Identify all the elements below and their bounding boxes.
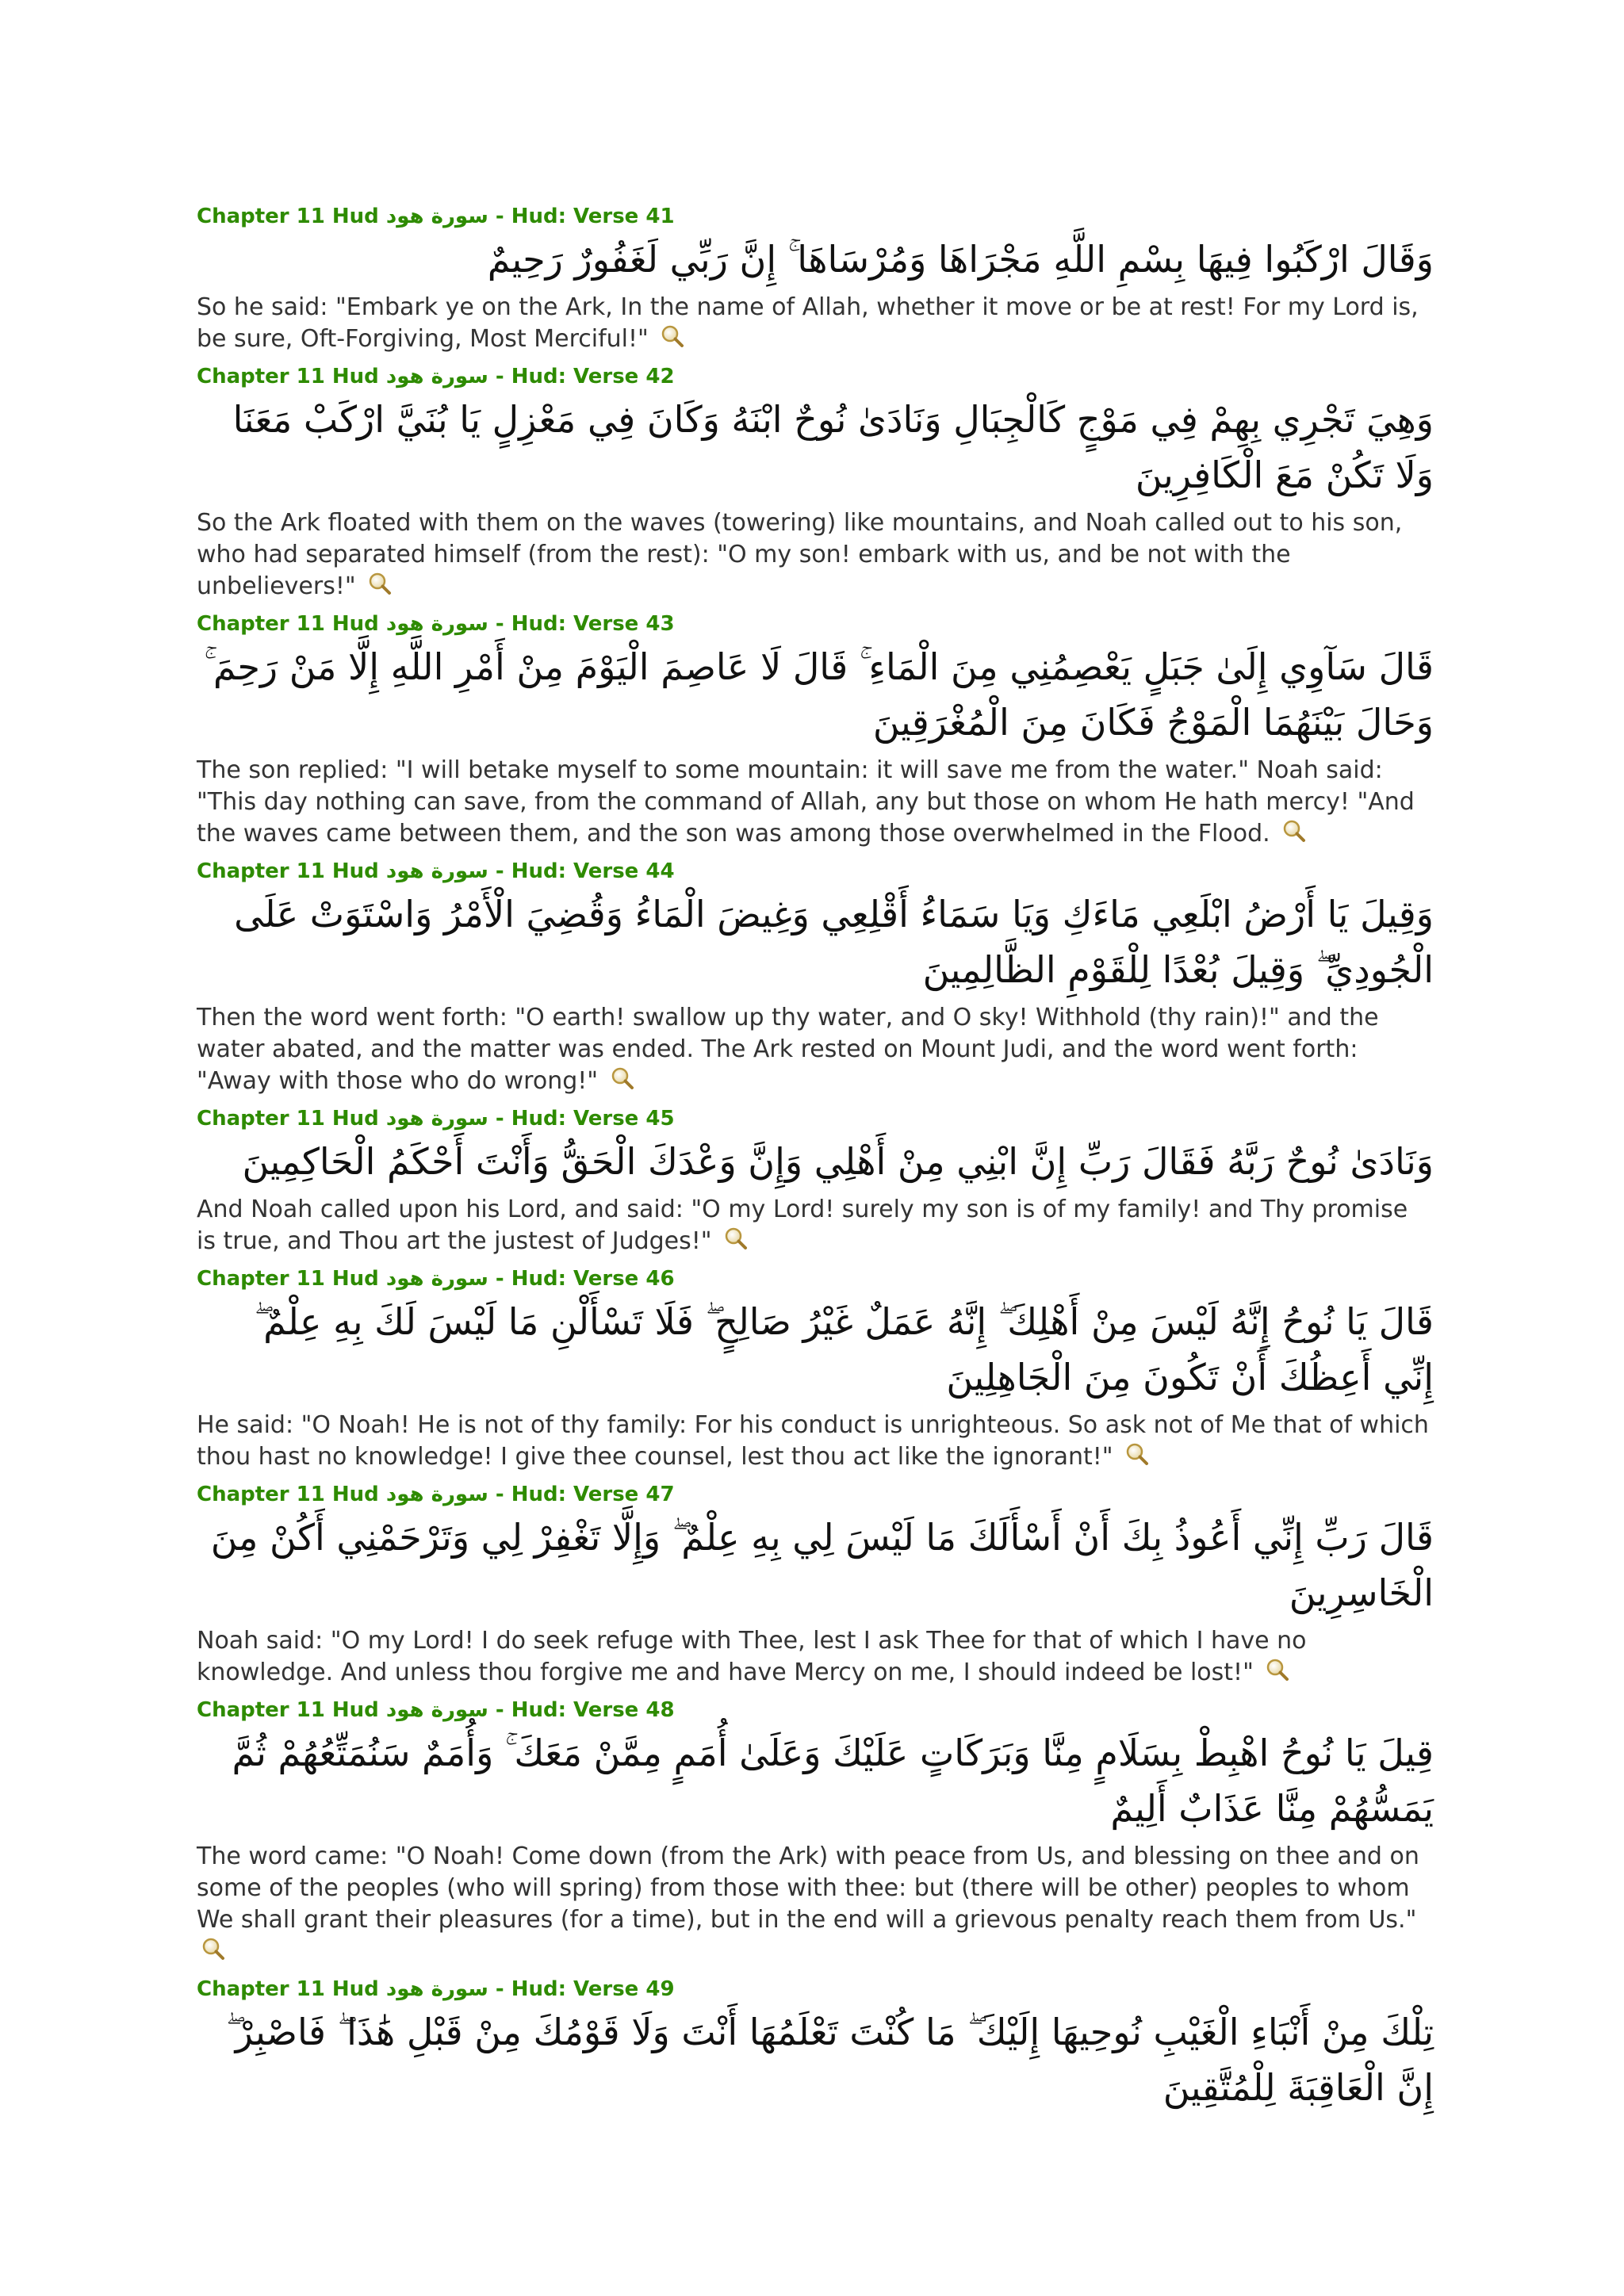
surah-arabic-name: سورة هود [385, 1483, 488, 1506]
verse-header[interactable] [197, 1481, 1434, 1508]
arabic-verse-text: وَقَالَ ارْكَبُوا فِيهَا بِسْمِ اللَّهِ مَجْرَاهَا وَمُرْسَاهَا ۚ إِنَّ رَبِّي لَغَفُورٌ رَحِيمٌ [487, 238, 1434, 281]
verse-header[interactable] [197, 203, 1434, 230]
magnifier-icon[interactable] [1266, 1658, 1289, 1682]
translation-text: And Noah called upon his Lord, and said: "O my Lord! surely my son is of my family! and Thy promise is true, and Thou art the justest of Judges!" [197, 1196, 1408, 1255]
english-translation [197, 507, 1434, 603]
magnifier-icon[interactable] [1282, 819, 1306, 843]
translation-text: So the Ark floated with them on the waves (towering) like mountains, and Noah called out to his son, who had separated himself (from the rest): "O my son! embark with us, and be not with the unbelievers!" [197, 509, 1403, 600]
surah-arabic-name: سورة هود [385, 1698, 488, 1722]
translation-text: The word came: "O Noah! Come down (from the Ark) with peace from Us, and blessing on thee and on some of the peoples (who will spring) from those with thee: but (there will be other) peoples to whom We shall grant their pleasures (for a time), but in the end will a grievous penalty reach them from Us." [197, 1843, 1419, 1934]
verse-block [197, 1265, 1434, 1473]
surah-arabic-name: سورة هود [385, 1267, 488, 1291]
verse-block [197, 1481, 1434, 1689]
verse-block [197, 1697, 1434, 1968]
verse-number-label: - Hud: Verse 44 [495, 859, 675, 883]
verse-header[interactable] [197, 1697, 1434, 1724]
arabic-verse-text: وَقِيلَ يَا أَرْضُ ابْلَعِي مَاءَكِ وَيَا سَمَاءُ أَقْلِعِي وَغِيضَ الْمَاءُ وَقُضِيَ الْأَمْرُ وَاسْتَوَتْ عَلَى الْجُودِيِّ ۖ وَقِيلَ بُعْدًا لِلْقَوْمِ الظَّالِمِينَ [234, 893, 1434, 991]
arabic-verse-text: وَهِيَ تَجْرِي بِهِمْ فِي مَوْجٍ كَالْجِبَالِ وَنَادَىٰ نُوحٌ ابْنَهُ وَكَانَ فِي مَعْزِلٍ يَا بُنَيَّ ارْكَبْ مَعَنَا وَلَا تَكُنْ مَعَ الْكَافِرِينَ [232, 398, 1434, 496]
verses-page [197, 203, 1434, 2120]
surah-arabic-name: سورة هود [385, 1107, 488, 1131]
translation-text: So he said: "Embark ye on the Ark, In the name of Allah, whether it move or be at rest! For my Lord is, be sure, Oft-Forgiving, Most Merciful!" [197, 293, 1419, 353]
magnifier-icon[interactable] [201, 1937, 225, 1961]
verse-block [197, 1105, 1434, 1257]
verse-number-label: - Hud: Verse 46 [495, 1267, 675, 1291]
surah-arabic-name: سورة هود [385, 365, 488, 388]
chapter-label: Chapter 11 Hud [197, 612, 379, 636]
surah-arabic-name: سورة هود [385, 612, 488, 636]
translation-text: Then the word went forth: "O earth! swallow up thy water, and O sky! Withhold (thy rain)!" and the water abated, and the matter was ended. The Ark rested on Mount Judi, and the word went forth: "Away with those who do wrong!" [197, 1004, 1379, 1095]
verse-header[interactable] [197, 610, 1434, 637]
surah-arabic-name: سورة هود [385, 1977, 488, 2001]
verse-number-label: - Hud: Verse 47 [495, 1483, 675, 1506]
translation-text: Noah said: "O my Lord! I do seek refuge with Thee, lest I ask Thee for that of which I have no knowledge. And unless thou forgive me and have Mercy on me, I should indeed be lost!" [197, 1627, 1307, 1686]
arabic-verse-text: قِيلَ يَا نُوحُ اهْبِطْ بِسَلَامٍ مِنَّا وَبَرَكَاتٍ عَلَيْكَ وَعَلَىٰ أُمَمٍ مِمَّنْ مَعَكَ ۚ وَأُمَمٌ سَنُمَتِّعُهُمْ ثُمَّ يَمَسُّهُمْ مِنَّا عَذَابٌ أَلِيمٌ [232, 1732, 1434, 1830]
verse-header[interactable] [197, 1105, 1434, 1132]
verse-block [197, 203, 1434, 355]
chapter-label: Chapter 11 Hud [197, 1107, 379, 1131]
verse-number-label: - Hud: Verse 41 [495, 205, 675, 228]
english-translation [197, 1194, 1434, 1257]
chapter-label: Chapter 11 Hud [197, 859, 379, 883]
magnifier-icon[interactable] [1125, 1442, 1149, 1466]
english-translation [197, 755, 1434, 850]
arabic-verse-text: قَالَ سَآوِي إِلَىٰ جَبَلٍ يَعْصِمُنِي مِنَ الْمَاءِ ۚ قَالَ لَا عَاصِمَ الْيَوْمَ مِنْ أَمْرِ اللَّهِ إِلَّا مَنْ رَحِمَ ۚ وَحَالَ بَيْنَهُمَا الْمَوْجُ فَكَانَ مِنَ الْمُغْرَقِينَ [204, 645, 1434, 744]
english-translation [197, 1410, 1434, 1473]
translation-text: The son replied: "I will betake myself to some mountain: it will save me from the water." Noah said: "This day nothing can save, from the command of Allah, any but those on whom He hath mercy! "And the waves came between them, and the son was among those overwhelmed in the Flood. [197, 756, 1415, 848]
verse-block [197, 1976, 1434, 2115]
chapter-label: Chapter 11 Hud [197, 1267, 379, 1291]
verse-number-label: - Hud: Verse 48 [495, 1698, 675, 1722]
verse-number-label: - Hud: Verse 49 [495, 1977, 675, 2001]
english-translation [197, 1002, 1434, 1097]
verse-header[interactable] [197, 1265, 1434, 1292]
surah-arabic-name: سورة هود [385, 205, 488, 228]
verse-number-label: - Hud: Verse 45 [495, 1107, 675, 1131]
arabic-verse-text: قَالَ رَبِّ إِنِّي أَعُوذُ بِكَ أَنْ أَسْأَلَكَ مَا لَيْسَ لِي بِهِ عِلْمٌ ۖ وَإِلَّا تَغْفِرْ لِي وَتَرْحَمْنِي أَكُنْ مِنَ الْخَاسِرِينَ [210, 1516, 1434, 1614]
surah-arabic-name: سورة هود [385, 859, 488, 883]
verse-block [197, 610, 1434, 850]
magnifier-icon[interactable] [611, 1066, 634, 1090]
verse-block [197, 363, 1434, 603]
chapter-label: Chapter 11 Hud [197, 365, 379, 388]
magnifier-icon[interactable] [368, 572, 392, 595]
chapter-label: Chapter 11 Hud [197, 1977, 379, 2001]
english-translation [197, 292, 1434, 355]
arabic-verse-text: قَالَ يَا نُوحُ إِنَّهُ لَيْسَ مِنْ أَهْلِكَ ۖ إِنَّهُ عَمَلٌ غَيْرُ صَالِحٍ ۖ فَلَا تَسْأَلْنِ مَا لَيْسَ لَكَ بِهِ عِلْمٌ ۖ إِنِّي أَعِظُكَ أَنْ تَكُونَ مِنَ الْجَاهِلِينَ [254, 1300, 1434, 1399]
verse-header[interactable] [197, 1976, 1434, 2003]
english-translation [197, 1625, 1434, 1689]
verse-header[interactable] [197, 363, 1434, 390]
arabic-verse-text: تِلْكَ مِنْ أَنْبَاءِ الْغَيْبِ نُوحِيهَا إِلَيْكَ ۖ مَا كُنْتَ تَعْلَمُهَا أَنْتَ وَلَا قَوْمُكَ مِنْ قَبْلِ هَٰذَا ۖ فَاصْبِرْ ۖ إِنَّ الْعَاقِبَةَ لِلْمُتَّقِينَ [226, 2011, 1434, 2109]
chapter-label: Chapter 11 Hud [197, 205, 379, 228]
verse-block [197, 858, 1434, 1097]
translation-text: He said: "O Noah! He is not of thy family: For his conduct is unrighteous. So ask not of Me that of which thou hast no knowledge! I give thee counsel, lest thou act like the ignorant!" [197, 1411, 1429, 1471]
chapter-label: Chapter 11 Hud [197, 1483, 379, 1506]
arabic-verse-text: وَنَادَىٰ نُوحٌ رَبَّهُ فَقَالَ رَبِّ إِنَّ ابْنِي مِنْ أَهْلِي وَإِنَّ وَعْدَكَ الْحَقُّ وَأَنْتَ أَحْكَمُ الْحَاكِمِينَ [242, 1140, 1434, 1183]
verse-header[interactable] [197, 858, 1434, 885]
magnifier-icon[interactable] [724, 1226, 748, 1250]
verse-number-label: - Hud: Verse 42 [495, 365, 675, 388]
verse-number-label: - Hud: Verse 43 [495, 612, 675, 636]
english-translation [197, 1841, 1434, 1968]
chapter-label: Chapter 11 Hud [197, 1698, 379, 1722]
magnifier-icon[interactable] [661, 324, 684, 348]
